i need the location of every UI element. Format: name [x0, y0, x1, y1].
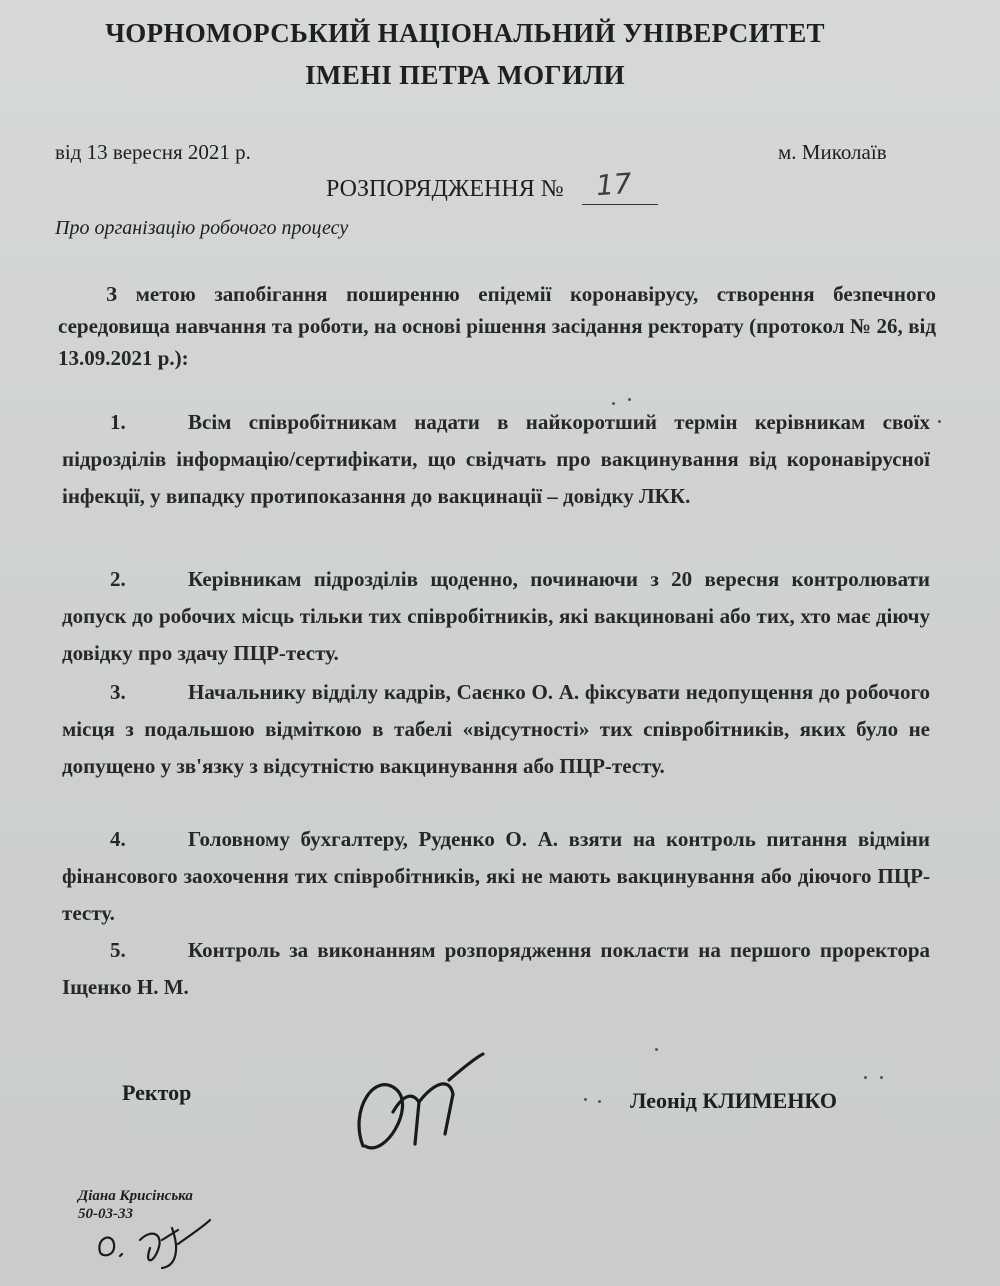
list-item — [62, 932, 930, 1006]
order-title: РОЗПОРЯДЖЕННЯ № — [326, 176, 564, 202]
paper-speck — [628, 398, 631, 401]
list-item — [62, 821, 930, 932]
item-number: 3. — [110, 680, 126, 704]
item-number: 4. — [110, 827, 126, 851]
paper-speck — [655, 1048, 658, 1051]
paper-speck — [598, 1100, 601, 1103]
university-name-line1: ЧОРНОМОРСЬКИЙ НАЦІОНАЛЬНИЙ УНІВЕРСИТЕТ — [105, 18, 825, 48]
signer-name: Леонід КЛИМЕНКО — [630, 1088, 837, 1113]
handwritten-visa — [92, 1210, 222, 1270]
item-text: Керівникам підрозділів щоденно, починаючи з 20 вересня контролювати допуск до робочих місць тільки тих співробітників, які вакциновані або тих, хто має діючу довідку про здачу ПЦР-тесту. — [62, 567, 930, 665]
order-date: від 13 вересня 2021 р. — [55, 140, 251, 164]
order-number-underline — [582, 204, 658, 205]
intro-paragraph: З метою запобігання поширенню епідемії коронавірусу, створення безпечного середовища навчання та роботи, на основі рішення засідання ректорату (протокол № 26, від 13.09.2021 р.): — [58, 282, 936, 370]
paper-speck — [584, 1098, 587, 1101]
paper-speck — [938, 420, 941, 423]
item-number: 1. — [110, 410, 126, 434]
item-text: Контроль за виконанням розпорядження покласти на першого проректора Іщенко Н. М. — [62, 938, 930, 999]
signer-position: Ректор — [122, 1080, 192, 1105]
paper-speck — [612, 402, 615, 405]
order-number: 17 — [594, 166, 633, 203]
item-text: Всім співробітникам надати в найкоротший термін керівникам своїх підрозділів інформацію/сертифікати, що свідчать про вакцинування від коронавірусної інфекції, у випадку протипоказання до вакцинації – довідку ЛКК. — [62, 410, 930, 508]
order-city: м. Миколаїв — [778, 140, 887, 164]
item-text: Начальнику відділу кадрів, Саєнко О. А. фіксувати недопущення до робочого місця з подальшою відміткою в табелі «відсутності» тих співробітників, яких було не допущено у зв'язку з відсутністю вакцинування або ПЦР-тесту. — [62, 680, 930, 778]
paper-speck — [864, 1076, 867, 1079]
item-number: 5. — [110, 938, 126, 962]
university-name-line2: ІМЕНІ ПЕТРА МОГИЛИ — [305, 60, 625, 90]
executor-phone: 50-03-33 — [78, 1206, 133, 1222]
item-text: Головному бухгалтеру, Руденко О. А. взяти на контроль питання відміни фінансового заохочення тих співробітників, які не мають вакцинування або діючого ПЦР-тесту. — [62, 827, 930, 925]
executor-name: Діана Крисінська — [78, 1188, 193, 1204]
list-item — [62, 404, 930, 515]
order-subject: Про організацію робочого процесу — [55, 217, 349, 239]
item-number: 2. — [110, 567, 126, 591]
paper-speck — [880, 1076, 883, 1079]
handwritten-signature — [345, 1050, 495, 1160]
list-item — [62, 561, 930, 672]
list-item — [62, 674, 930, 785]
